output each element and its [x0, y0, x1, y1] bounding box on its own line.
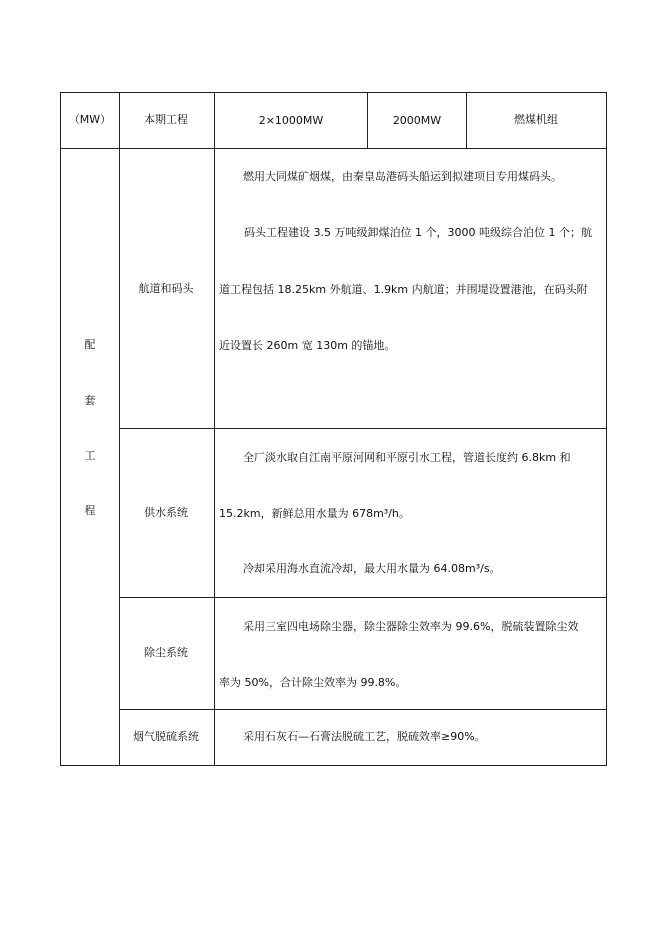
- section-label-char-2: 套: [84, 394, 96, 407]
- header-capacity-config: 2×1000MW: [258, 114, 324, 127]
- header-unit-type: 燃煤机组: [514, 113, 558, 126]
- row-2-line-2: 15.2km，新鲜总用水量为 678m³/h。: [219, 507, 410, 520]
- table-border-bottom: [60, 765, 607, 766]
- section-label-char-1: 配: [84, 338, 96, 351]
- header-phase: 本期工程: [144, 113, 188, 126]
- col-divider-2: [214, 92, 215, 766]
- row-1-line-3: 道工程包括 18.25km 外航道、1.9km 内航道；并围堤设置港池，在码头附: [219, 283, 588, 296]
- row-divider-2: [119, 597, 607, 598]
- row-divider-1: [119, 428, 607, 429]
- col-divider-3: [367, 92, 368, 149]
- row-3-line-1: 采用三室四电场除尘器，除尘器除尘效率为 99.6%，脱硫装置除尘效: [243, 620, 579, 633]
- section-label-char-4: 程: [84, 504, 96, 517]
- col-divider-4: [466, 92, 467, 149]
- row-1-line-1: 燃用大同煤矿烟煤，由秦皇岛港码头船运到拟建项目专用煤码头。: [243, 170, 562, 183]
- row-name-dust-removal: 除尘系统: [144, 646, 188, 659]
- col-divider-1: [119, 92, 120, 766]
- row-2-line-3: 冷却采用海水直流冷却，最大用水量为 64.08m³/s。: [243, 562, 501, 575]
- table-border-right: [606, 92, 607, 766]
- row-2-line-1: 全厂淡水取自江南平原河网和平原引水工程，管道长度约 6.8km 和: [243, 451, 571, 464]
- row-name-water-supply: 供水系统: [144, 506, 188, 519]
- header-total: 2000MW: [392, 114, 442, 127]
- section-label-char-3: 工: [84, 449, 96, 462]
- row-name-desulfurization: 烟气脱硫系统: [133, 730, 199, 743]
- header-divider: [60, 148, 607, 149]
- table-border-left: [60, 92, 61, 766]
- row-1-line-4: 近设置长 260m 宽 130m 的锚地。: [219, 339, 396, 352]
- table-border-top: [60, 92, 607, 93]
- row-3-line-2: 率为 50%，合计除尘效率为 99.8%。: [219, 676, 407, 689]
- row-divider-3: [119, 709, 607, 710]
- row-4-line-1: 采用石灰石—石膏法脱硫工艺，脱硫效率≥90%。: [243, 730, 486, 743]
- row-1-line-2: 码头工程建设 3.5 万吨级卸煤泊位 1 个，3000 吨级综合泊位 1 个；航: [244, 226, 592, 239]
- row-name-channel-wharf: 航道和码头: [138, 282, 194, 295]
- header-unit: （MW）: [68, 113, 112, 126]
